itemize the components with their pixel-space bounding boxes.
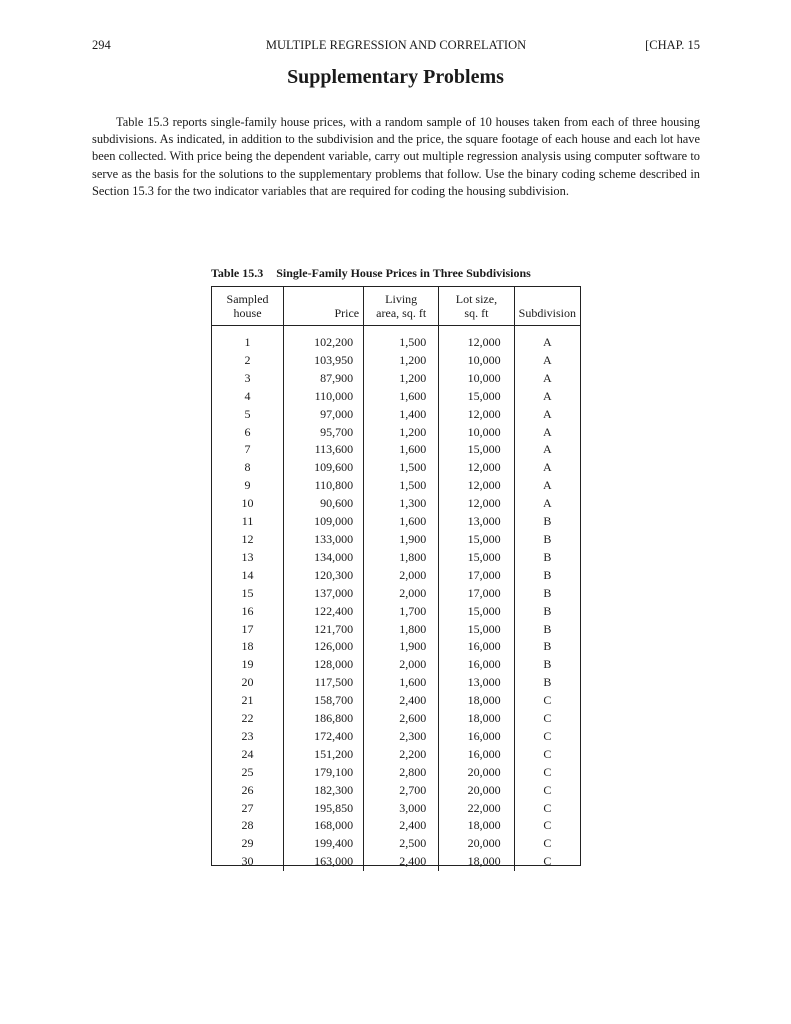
running-head (92, 38, 700, 54)
cell-house: 3 (244, 370, 251, 385)
cell-price: 109,000 (284, 513, 364, 531)
cell-house: 20 (241, 675, 254, 690)
header-subdivision: Subdivision (514, 287, 580, 326)
table-frame (211, 286, 581, 869)
cell-price: 151,200 (284, 746, 364, 764)
cell-living-area: 2,700 (364, 782, 439, 800)
cell-lot-size: 17,000 (439, 567, 514, 585)
cell-house: 30 (241, 854, 254, 869)
cell-house: 12 (241, 531, 254, 546)
cell-subdivision: A (514, 441, 580, 459)
table-row (212, 370, 580, 388)
cell-living-area: 2,400 (364, 692, 439, 710)
cell-price: 102,200 (284, 334, 364, 352)
table-row (212, 513, 580, 531)
cell-house: 5 (244, 406, 251, 421)
cell-house: 24 (241, 746, 254, 761)
cell-lot-size: 18,000 (439, 710, 514, 728)
cell-price: 121,700 (284, 621, 364, 639)
cell-subdivision: C (514, 746, 580, 764)
cell-house: 11 (241, 514, 254, 529)
cell-lot-size: 18,000 (439, 853, 514, 871)
house-price-table (212, 287, 580, 871)
cell-house: 13 (241, 549, 254, 564)
cell-living-area: 1,900 (364, 638, 439, 656)
table-row (212, 764, 580, 782)
cell-price: 97,000 (284, 406, 364, 424)
cell-lot-size: 22,000 (439, 800, 514, 818)
table-row (212, 782, 580, 800)
cell-subdivision: B (514, 549, 580, 567)
cell-lot-size: 20,000 (439, 782, 514, 800)
cell-lot-size: 18,000 (439, 692, 514, 710)
cell-price: 109,600 (284, 459, 364, 477)
cell-lot-size: 12,000 (439, 406, 514, 424)
cell-lot-size: 16,000 (439, 638, 514, 656)
cell-price: 103,950 (284, 352, 364, 370)
cell-living-area: 1,600 (364, 441, 439, 459)
cell-price: 168,000 (284, 817, 364, 835)
table-row (212, 567, 580, 585)
cell-lot-size: 13,000 (439, 513, 514, 531)
cell-lot-size: 15,000 (439, 441, 514, 459)
cell-lot-size: 13,000 (439, 674, 514, 692)
cell-subdivision: A (514, 352, 580, 370)
cell-subdivision: B (514, 585, 580, 603)
cell-house: 6 (244, 424, 251, 439)
table-title: Single-Family House Prices in Three Subdivisions (276, 266, 531, 280)
table-row (212, 692, 580, 710)
cell-lot-size: 10,000 (439, 424, 514, 442)
cell-subdivision: C (514, 764, 580, 782)
table-header-row (212, 287, 580, 326)
intro-paragraph: Table 15.3 reports single-family house prices, with a random sample of 10 houses taken from each of three housing subdivisions. As indicated, in addition to the subdivision and the price, the square footage of each house and each lot have been collected. With price being the dependent variable, carry out multiple regression analysis using computer software to serve as the basis for the solutions to the supplementary problems that follow. Use the binary coding scheme described in Section 15.3 for the two indicator variables that are required for coding the housing subdivision. (92, 115, 700, 198)
chapter-label: [CHAP. 15 (645, 38, 700, 52)
cell-lot-size: 18,000 (439, 817, 514, 835)
cell-living-area: 1,900 (364, 531, 439, 549)
table-row (212, 334, 580, 352)
table-caption (211, 266, 581, 281)
cell-house: 10 (241, 496, 254, 511)
cell-house: 4 (244, 388, 251, 403)
cell-living-area: 1,400 (364, 406, 439, 424)
cell-subdivision: A (514, 334, 580, 352)
cell-living-area: 1,200 (364, 424, 439, 442)
cell-living-area: 2,800 (364, 764, 439, 782)
cell-living-area: 1,200 (364, 352, 439, 370)
cell-living-area: 2,400 (364, 853, 439, 871)
cell-living-area: 2,500 (364, 835, 439, 853)
cell-house: 23 (241, 728, 254, 743)
cell-living-area: 1,500 (364, 334, 439, 352)
table-row (212, 603, 580, 621)
cell-price: 195,850 (284, 800, 364, 818)
cell-lot-size: 10,000 (439, 370, 514, 388)
cell-living-area: 1,800 (364, 621, 439, 639)
table-row (212, 621, 580, 639)
cell-lot-size: 15,000 (439, 549, 514, 567)
table-row (212, 585, 580, 603)
cell-subdivision: B (514, 674, 580, 692)
cell-living-area: 2,200 (364, 746, 439, 764)
cell-subdivision: B (514, 603, 580, 621)
table-row (212, 477, 580, 495)
table-row (212, 853, 580, 871)
cell-lot-size: 16,000 (439, 746, 514, 764)
cell-subdivision: C (514, 710, 580, 728)
cell-price: 117,500 (284, 674, 364, 692)
cell-subdivision: C (514, 835, 580, 853)
cell-lot-size: 12,000 (439, 477, 514, 495)
cell-price: 199,400 (284, 835, 364, 853)
page-number: 294 (92, 38, 111, 52)
cell-price: 120,300 (284, 567, 364, 585)
cell-lot-size: 17,000 (439, 585, 514, 603)
cell-subdivision: C (514, 692, 580, 710)
running-title: MULTIPLE REGRESSION AND CORRELATION (265, 38, 527, 52)
cell-living-area: 1,500 (364, 477, 439, 495)
cell-price: 110,000 (284, 388, 364, 406)
cell-subdivision: B (514, 567, 580, 585)
cell-living-area: 1,600 (364, 674, 439, 692)
cell-subdivision: C (514, 728, 580, 746)
cell-lot-size: 10,000 (439, 352, 514, 370)
cell-living-area: 2,000 (364, 585, 439, 603)
table-row (212, 424, 580, 442)
cell-subdivision: A (514, 495, 580, 513)
cell-living-area: 2,600 (364, 710, 439, 728)
cell-house: 1 (244, 335, 251, 349)
cell-house: 22 (241, 711, 254, 726)
cell-price: 113,600 (284, 441, 364, 459)
cell-subdivision: B (514, 531, 580, 549)
cell-house: 26 (241, 782, 254, 797)
table-row (212, 656, 580, 674)
table-row (212, 800, 580, 818)
cell-living-area: 2,400 (364, 817, 439, 835)
table-row (212, 710, 580, 728)
table-row (212, 728, 580, 746)
cell-lot-size: 12,000 (439, 459, 514, 477)
header-sampled-house: Sampled house (212, 287, 284, 326)
section-title: Supplementary Problems (287, 66, 504, 88)
cell-house: 27 (241, 800, 254, 815)
cell-living-area: 2,000 (364, 656, 439, 674)
table-row (212, 549, 580, 567)
cell-price: 90,600 (284, 495, 364, 513)
cell-house: 18 (241, 639, 254, 654)
table-row (212, 531, 580, 549)
cell-price: 110,800 (284, 477, 364, 495)
cell-subdivision: B (514, 638, 580, 656)
cell-lot-size: 15,000 (439, 388, 514, 406)
cell-price: 95,700 (284, 424, 364, 442)
cell-house: 29 (241, 836, 254, 851)
cell-subdivision: A (514, 388, 580, 406)
header-lot-size: Lot size, sq. ft (439, 287, 514, 326)
cell-price: 87,900 (284, 370, 364, 388)
table-row (212, 441, 580, 459)
cell-price: 137,000 (284, 585, 364, 603)
cell-lot-size: 16,000 (439, 728, 514, 746)
cell-lot-size: 12,000 (439, 334, 514, 352)
cell-living-area: 1,600 (364, 513, 439, 531)
table-row (212, 495, 580, 513)
cell-price: 158,700 (284, 692, 364, 710)
table-row (212, 459, 580, 477)
table-row (212, 817, 580, 835)
cell-subdivision: C (514, 817, 580, 835)
table-row (212, 638, 580, 656)
cell-house: 9 (244, 478, 251, 493)
cell-house: 19 (241, 657, 254, 672)
cell-house: 2 (244, 352, 251, 367)
cell-price: 126,000 (284, 638, 364, 656)
header-living-area: Living area, sq. ft (364, 287, 439, 326)
cell-house: 15 (241, 585, 254, 600)
table-row (212, 746, 580, 764)
cell-living-area: 2,000 (364, 567, 439, 585)
table-row (212, 352, 580, 370)
cell-price: 186,800 (284, 710, 364, 728)
cell-lot-size: 15,000 (439, 531, 514, 549)
cell-price: 128,000 (284, 656, 364, 674)
cell-house: 7 (244, 442, 251, 457)
cell-house: 16 (241, 603, 254, 618)
cell-house: 14 (241, 567, 254, 582)
cell-lot-size: 20,000 (439, 764, 514, 782)
cell-subdivision: A (514, 424, 580, 442)
cell-house: 28 (241, 818, 254, 833)
cell-house: 17 (241, 621, 254, 636)
table-row (212, 835, 580, 853)
cell-house: 25 (241, 764, 254, 779)
cell-price: 122,400 (284, 603, 364, 621)
cell-living-area: 1,600 (364, 388, 439, 406)
cell-living-area: 1,200 (364, 370, 439, 388)
cell-price: 172,400 (284, 728, 364, 746)
cell-subdivision: A (514, 459, 580, 477)
cell-price: 134,000 (284, 549, 364, 567)
table-body (212, 334, 580, 871)
cell-subdivision: A (514, 477, 580, 495)
cell-living-area: 2,300 (364, 728, 439, 746)
cell-lot-size: 15,000 (439, 603, 514, 621)
cell-subdivision: C (514, 782, 580, 800)
cell-subdivision: A (514, 370, 580, 388)
cell-price: 163,000 (284, 853, 364, 871)
cell-living-area: 1,500 (364, 459, 439, 477)
cell-living-area: 1,700 (364, 603, 439, 621)
cell-house: 8 (244, 460, 251, 475)
cell-lot-size: 20,000 (439, 835, 514, 853)
cell-subdivision: B (514, 621, 580, 639)
cell-lot-size: 16,000 (439, 656, 514, 674)
table-row (212, 388, 580, 406)
cell-lot-size: 15,000 (439, 621, 514, 639)
table-row (212, 674, 580, 692)
cell-subdivision: C (514, 800, 580, 818)
cell-subdivision: B (514, 513, 580, 531)
table-row (212, 406, 580, 424)
cell-price: 133,000 (284, 531, 364, 549)
cell-house: 21 (241, 693, 254, 708)
cell-price: 179,100 (284, 764, 364, 782)
cell-living-area: 1,800 (364, 549, 439, 567)
cell-living-area: 1,300 (364, 495, 439, 513)
header-price: Price (284, 287, 364, 326)
cell-subdivision: C (514, 853, 580, 871)
cell-subdivision: B (514, 656, 580, 674)
table-number: Table 15.3 (211, 266, 264, 280)
cell-living-area: 3,000 (364, 800, 439, 818)
cell-price: 182,300 (284, 782, 364, 800)
cell-subdivision: A (514, 406, 580, 424)
cell-lot-size: 12,000 (439, 495, 514, 513)
